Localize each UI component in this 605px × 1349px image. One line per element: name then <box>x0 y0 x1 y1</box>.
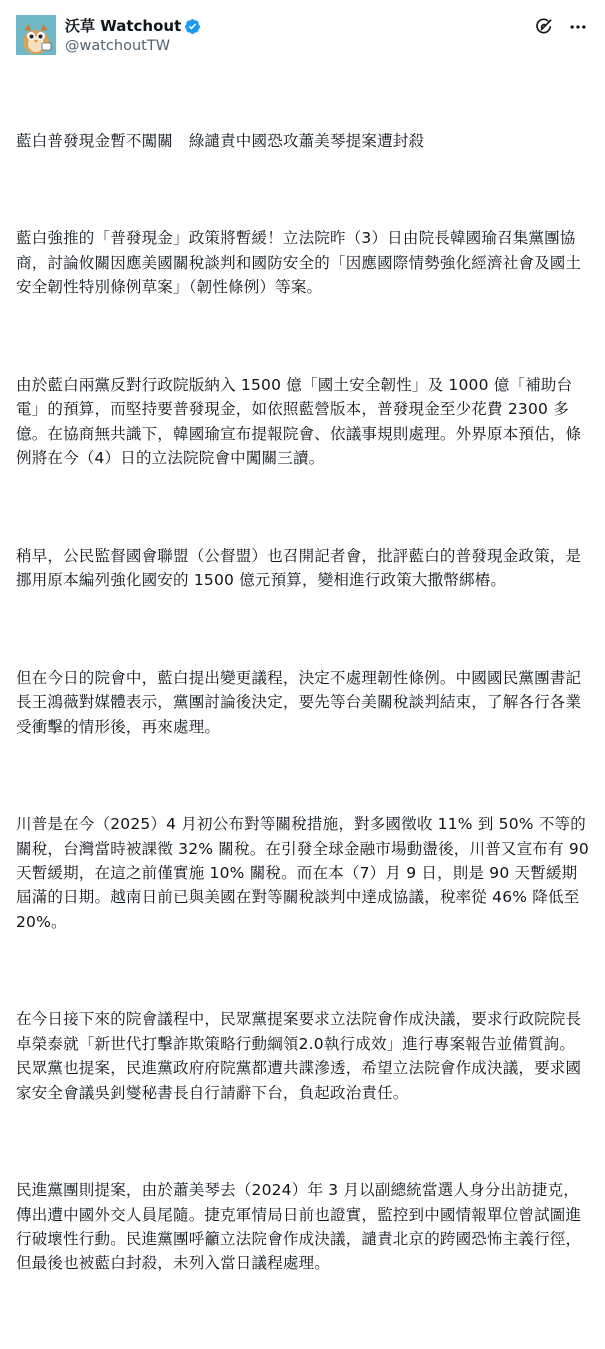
author-name-row[interactable] <box>65 16 201 36</box>
tweet-paragraph: 在今日接下來的院會議程中，民眾黨提案要求立法院會作成決議，要求行政院院長卓榮泰就「新世代打擊詐欺策略行動綱領2.0執行成效」進行專案報告並備質詢。民眾黨也提案，民進黨政府府院黨都遭共諜滲透，希望立法院會作成決議，要求國家安全會議吳釗燮秘書長自行請辭下台，負起政治責任。 <box>16 1010 582 1102</box>
grok-icon[interactable] <box>533 16 555 38</box>
verified-badge-icon <box>184 18 201 35</box>
tweet-paragraph: 稍早，公民監督國會聯盟（公督盟）也召開記者會，批評藍白的普發現金政策，是挪用原本編列強化國安的 1500 億元預算，變相進行政策大撒幣綁樁。 <box>16 546 582 590</box>
more-options-icon[interactable] <box>567 16 589 38</box>
author-handle[interactable]: @watchoutTW <box>65 38 171 54</box>
tweet-paragraph: 由於藍白兩黨反對行政院版納入 1500 億「國土安全韌性」及 1000 億「補助台電」的預算，而堅持要普發現金，如依照藍營版本，普發現金至少花費 2300 多億。在協商無共識下，韓國瑜宣布提報院會、依議事規則處理。外界原本預估，條例將在今（4）日的立法院院會中闖關三讀。 <box>16 375 582 468</box>
cartoon-bird-avatar[interactable] <box>16 15 56 55</box>
tweet-paragraph: 民進黨團則提案，由於蕭美琴去（2024）年 3 月以副總統當選人身分出訪捷克，傳出遭中國外交人員尾隨。捷克軍情局日前也證實，監控到中國情報單位曾試圖進行破壞性行動。民進黨團呼籲立法院會作成決議，譴責北京的跨國恐怖主義行徑，但最後也被藍白封殺，未列入當日議程處理。 <box>16 1181 582 1273</box>
author-names <box>65 16 201 56</box>
tweet-headline: 藍白普發現金暫不闖關 綠譴責中國恐攻蕭美琴提案遭封殺 <box>16 131 425 150</box>
tweet-paragraph: 但在今日的院會中，藍白提出變更議程，決定不處理韌性條例。中國國民黨團書記長王鴻薇對媒體表示，黨團討論後決定，要先等台美關稅談判結束，了解各行各業受衝擊的情形後，再來處理。 <box>16 668 582 736</box>
header-actions <box>521 16 589 38</box>
tweet-paragraph: 川普是在今（2025）4 月初公布對等關稅措施，對多國徵收 11% 到 50% 不等的關稅，台灣當時被課徵 32% 關稅。在引發全球金融市場動盪後，川普又宣布有 90 天暫緩期，在這之前僅實施 10% 關稅。而在本（7）月 9 日，則是 90 天暫緩期屆滿的日期。越南日前已與美國在對等關稅談判中達成協議，稅率從 46% 降低至 20%。 <box>16 815 595 931</box>
tweet-text <box>16 80 595 1349</box>
tweet-paragraph: 藍白強推的「普發現金」政策將暫緩！立法院昨（3）日由院長韓國瑜召集黨團協商，討論攸關因應美國關稅談判和國防安全的「因應國際情勢強化經濟社會及國土安全韌性特別條例草案」（韌性條例）等案。 <box>16 229 582 297</box>
author-display-name[interactable]: 沃草 Watchout <box>65 17 182 35</box>
tweet-header <box>16 12 589 62</box>
